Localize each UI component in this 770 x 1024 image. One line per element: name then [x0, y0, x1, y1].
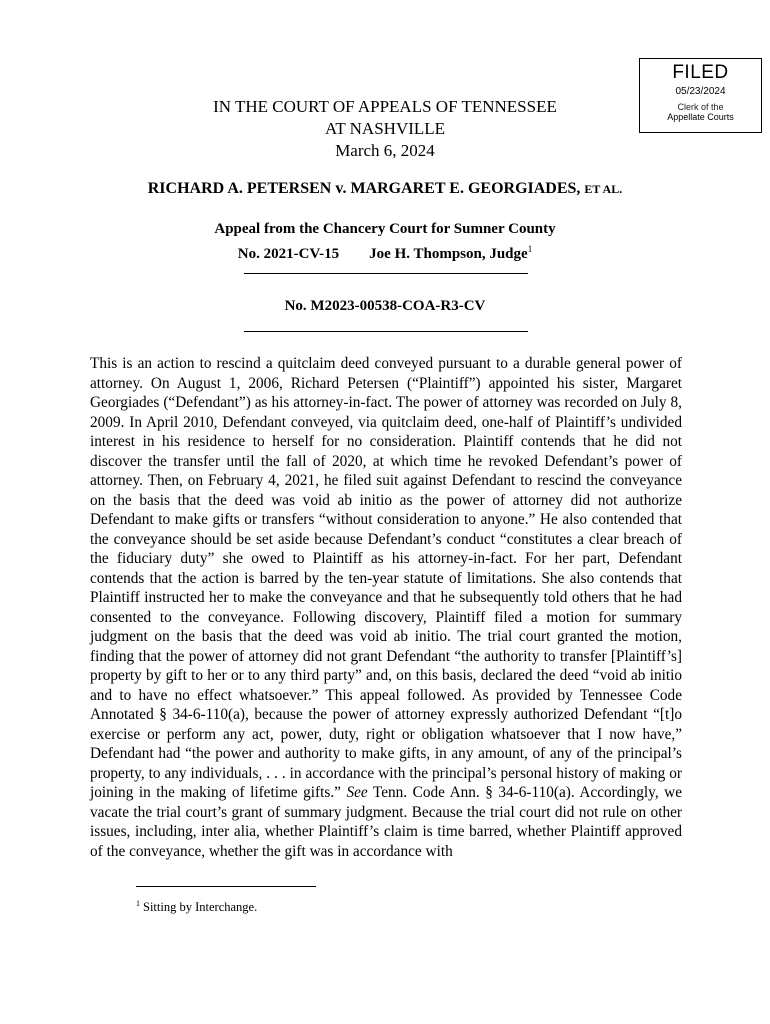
summary-text-1: This is an action to rescind a quitclaim deed conveyed pursuant to a durable general power of attorney. On August 1, 2006, Richard Petersen (“Plaintiff”) appointed his sister, Margaret Georgiades (“Defendant”) as his attorney-in-fact. The power of attorney was recorded on July 8, 2009. In April 2010, Defendant conveyed, via quitclaim deed, one-half of Plaintiff’s undivided interest in his residence to herself for no consideration. Plaintiff contends that he did not discover the transfer until the fall of 2020, at which time he revoked Defendant’s power of attorney. Then, on February 4, 2021, he filed suit against Defendant to rescind the conveyance on the basis that the deed was void ab initio as the power of attorney did not authorize Defendant to make gifts or transfers “without consideration to anyone.” He also contended that the conveyance should be set aside because Defendant’s conduct “constitutes a clear breach of the fiduciary duty” she owed to Plaintiff as his attorney-in-fact. For her part, Defendant contends that the action is barred by the ten-year statute of limitations. She also contends that Plaintiff instructed her to make the conveyance and that he subsequently told others that he had consented to the conveyance. Following discovery, Plaintiff filed a motion for summary judgment on the basis that the deed was void ab initio. The trial court granted the motion, finding that the power of attorney did not grant Defendant “the authority to transfer [Plaintiff’s] property by gift to her or to any third party” and, on this basis, declared the deed “void ab initio and to have no effect whatsoever.” This appeal followed. As provided by Tennessee Code Annotated § 34-6-110(a), because the power of attorney expressly authorized Defendant “[t]o exercise or perform any act, power, duty, right or obligation whatsoever that I now have,” Defendant had “the power and authority to make gifts, in any amount, of any of the principal’s property, to any individuals, . . . in accordance with the principal’s personal history of making or joining in the making of lifetime gifts.”: [90, 355, 682, 801]
appeal-from: Appeal from the Chancery Court for Sumner County: [214, 221, 556, 237]
divider-bottom: [244, 331, 528, 332]
clerk-line-2: Appellate Courts: [667, 112, 734, 122]
trial-case-line: [0, 239, 770, 264]
see-signal: See: [346, 784, 368, 801]
docket-number: No. M2023-00538-COA-R3-CV: [284, 298, 486, 314]
trial-case-number: No. 2021-CV-15: [237, 246, 340, 262]
filed-date: 05/23/2024: [675, 86, 726, 97]
divider-top: [244, 273, 528, 274]
case-parties: RICHARD A. PETERSEN v. MARGARET E. GEORGIADES,: [147, 180, 581, 197]
clerk-line-1: Clerk of the: [677, 102, 724, 112]
court-heading: [0, 96, 770, 162]
appeal-info: [0, 219, 770, 264]
footnote-number: 1: [136, 899, 140, 908]
et-al: ET AL.: [584, 182, 623, 196]
footnote-divider: [136, 886, 316, 887]
footnote: [136, 899, 257, 915]
footnote-text: Sitting by Interchange.: [143, 900, 258, 915]
case-summary: [90, 354, 682, 861]
footnote-reference: 1: [527, 244, 533, 254]
case-caption: [0, 180, 770, 198]
court-name: IN THE COURT OF APPEALS OF TENNESSEE: [213, 97, 557, 116]
court-location: AT NASHVILLE: [324, 119, 446, 138]
filed-label: FILED: [672, 62, 729, 83]
argument-date: March 6, 2024: [335, 141, 435, 160]
summary-text-2: Tenn. Code Ann. § 34-6-110(a). Accordingly, we vacate the trial court’s grant of summary judgment. Because the trial court did not rule on other issues, including, inter alia, whether Plaintiff’s claim is time barred, whether Plaintiff approved of the conveyance, whether the gift was in accordance with: [90, 784, 682, 860]
trial-judge: Joe H. Thompson, Judge: [369, 246, 528, 262]
